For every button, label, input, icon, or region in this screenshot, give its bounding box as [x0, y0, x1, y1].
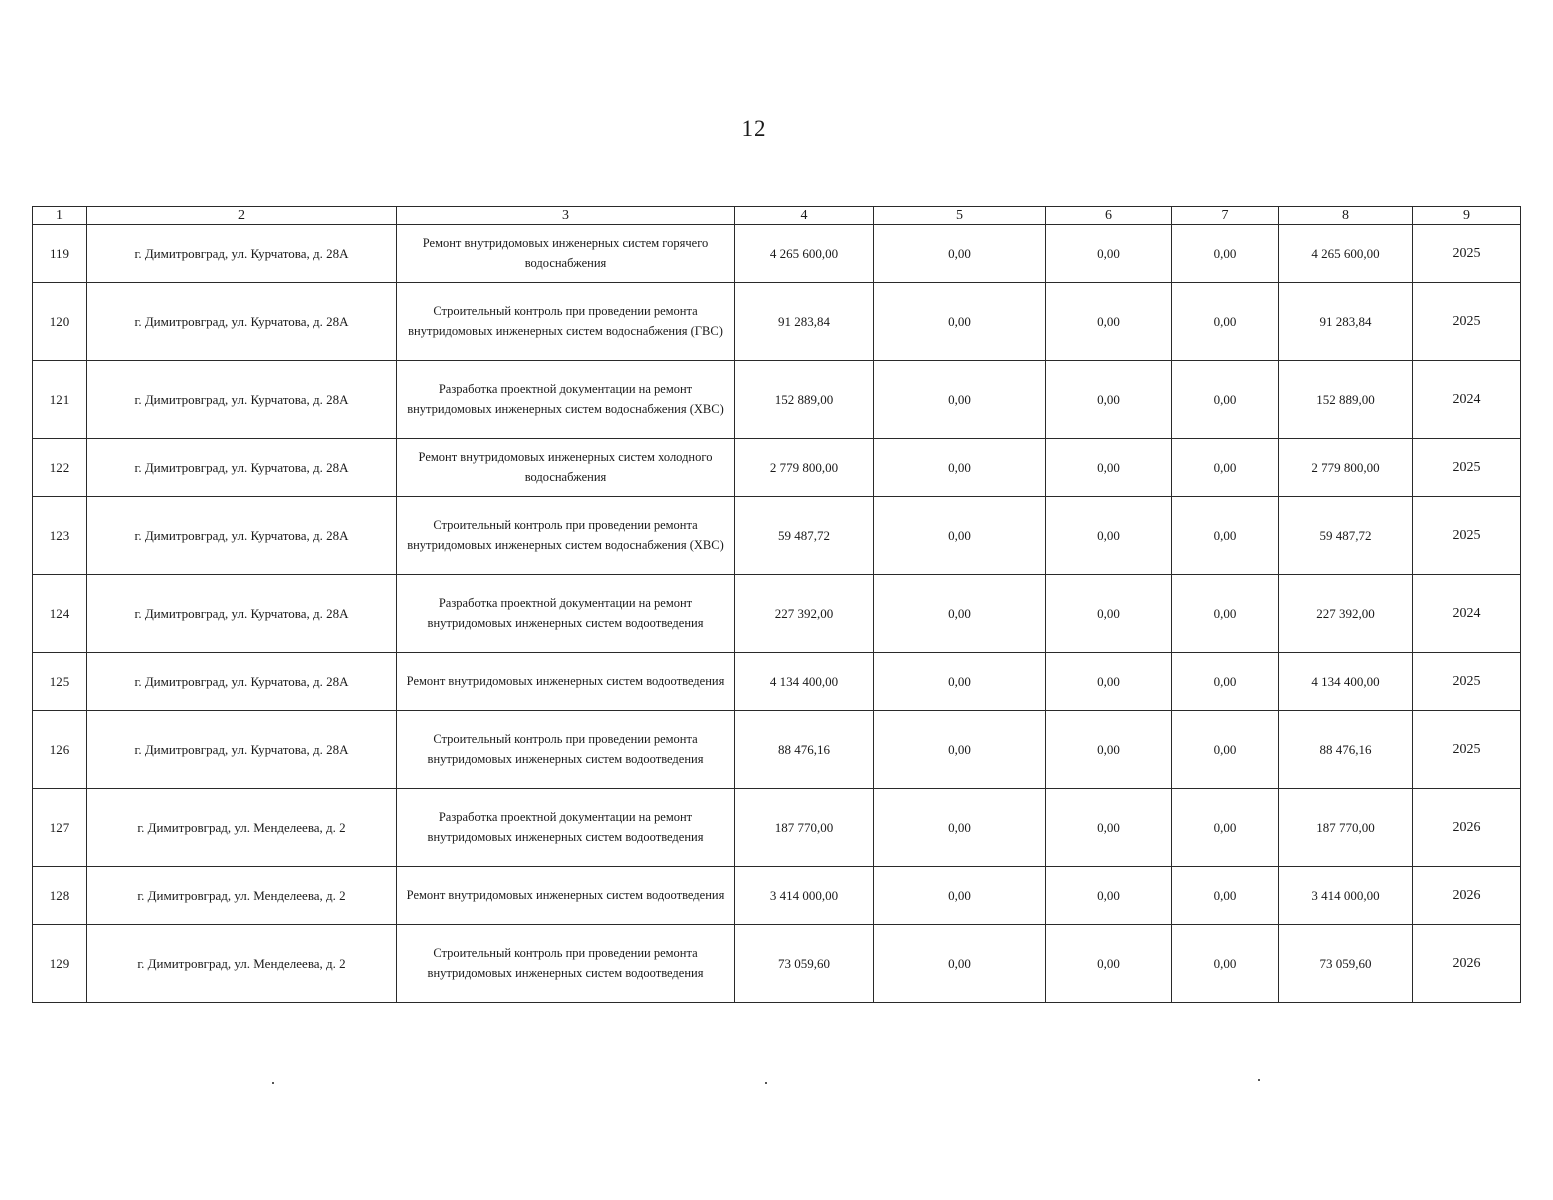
- column-header: 4: [735, 207, 874, 225]
- row-work-type: Строительный контроль при проведении ремонта внутридомовых инженерных систем водоотведения: [397, 711, 735, 789]
- row-number: 127: [33, 789, 87, 867]
- row-cost-total: 88 476,16: [735, 711, 874, 789]
- row-col-5: 0,00: [874, 361, 1046, 439]
- table-row: [33, 867, 1521, 925]
- row-work-type: Ремонт внутридомовых инженерных систем водоотведения: [397, 867, 735, 925]
- column-header: 8: [1279, 207, 1413, 225]
- row-col-8: 227 392,00: [1279, 575, 1413, 653]
- column-header: 9: [1413, 207, 1521, 225]
- row-col-7: 0,00: [1172, 789, 1279, 867]
- row-number: 122: [33, 439, 87, 497]
- row-work-type: Разработка проектной документации на ремонт внутридомовых инженерных систем водоотведения: [397, 575, 735, 653]
- table-row: [33, 925, 1521, 1003]
- row-number: 120: [33, 283, 87, 361]
- table-row: [33, 225, 1521, 283]
- row-number: 121: [33, 361, 87, 439]
- row-work-type: Строительный контроль при проведении ремонта внутридомовых инженерных систем водоснабжения (ХВС): [397, 497, 735, 575]
- row-col-6: 0,00: [1046, 497, 1172, 575]
- row-col-8: 88 476,16: [1279, 711, 1413, 789]
- row-col-5: 0,00: [874, 653, 1046, 711]
- row-cost-total: 73 059,60: [735, 925, 874, 1003]
- table-row: [33, 575, 1521, 653]
- row-col-5: 0,00: [874, 439, 1046, 497]
- table-row: [33, 283, 1521, 361]
- row-address: г. Димитровград, ул. Курчатова, д. 28А: [87, 575, 397, 653]
- column-header: 3: [397, 207, 735, 225]
- row-col-7: 0,00: [1172, 283, 1279, 361]
- column-header: 6: [1046, 207, 1172, 225]
- row-col-6: 0,00: [1046, 789, 1172, 867]
- row-col-6: 0,00: [1046, 867, 1172, 925]
- row-address: г. Димитровград, ул. Курчатова, д. 28А: [87, 497, 397, 575]
- row-col-5: 0,00: [874, 575, 1046, 653]
- row-work-type: Разработка проектной документации на ремонт внутридомовых инженерных систем водоотведения: [397, 789, 735, 867]
- row-work-type: Строительный контроль при проведении ремонта внутридомовых инженерных систем водоснабжения (ГВС): [397, 283, 735, 361]
- scan-speck: [1258, 1079, 1260, 1081]
- row-work-type: Ремонт внутридомовых инженерных систем водоотведения: [397, 653, 735, 711]
- table-row: [33, 653, 1521, 711]
- row-col-7: 0,00: [1172, 711, 1279, 789]
- row-col-8: 4 134 400,00: [1279, 653, 1413, 711]
- row-address: г. Димитровград, ул. Курчатова, д. 28А: [87, 283, 397, 361]
- row-col-5: 0,00: [874, 497, 1046, 575]
- row-year: 2024: [1413, 361, 1521, 439]
- row-year: 2025: [1413, 711, 1521, 789]
- row-address: г. Димитровград, ул. Менделеева, д. 2: [87, 789, 397, 867]
- row-col-5: 0,00: [874, 711, 1046, 789]
- column-header: 5: [874, 207, 1046, 225]
- table-row: [33, 439, 1521, 497]
- row-col-5: 0,00: [874, 225, 1046, 283]
- row-address: г. Димитровград, ул. Курчатова, д. 28А: [87, 361, 397, 439]
- row-year: 2026: [1413, 867, 1521, 925]
- row-year: 2025: [1413, 225, 1521, 283]
- row-address: г. Димитровград, ул. Курчатова, д. 28А: [87, 653, 397, 711]
- row-col-8: 4 265 600,00: [1279, 225, 1413, 283]
- row-year: 2025: [1413, 439, 1521, 497]
- row-col-7: 0,00: [1172, 653, 1279, 711]
- row-year: 2026: [1413, 925, 1521, 1003]
- row-col-7: 0,00: [1172, 361, 1279, 439]
- row-work-type: Разработка проектной документации на ремонт внутридомовых инженерных систем водоснабжения (ХВС): [397, 361, 735, 439]
- row-col-5: 0,00: [874, 925, 1046, 1003]
- row-year: 2025: [1413, 283, 1521, 361]
- row-address: г. Димитровград, ул. Курчатова, д. 28А: [87, 711, 397, 789]
- row-address: г. Димитровград, ул. Менделеева, д. 2: [87, 925, 397, 1003]
- row-year: 2026: [1413, 789, 1521, 867]
- row-cost-total: 3 414 000,00: [735, 867, 874, 925]
- row-col-5: 0,00: [874, 789, 1046, 867]
- row-work-type: Строительный контроль при проведении ремонта внутридомовых инженерных систем водоотведения: [397, 925, 735, 1003]
- row-col-8: 3 414 000,00: [1279, 867, 1413, 925]
- row-cost-total: 59 487,72: [735, 497, 874, 575]
- table-row: [33, 361, 1521, 439]
- scan-speck: [272, 1082, 274, 1084]
- row-col-6: 0,00: [1046, 439, 1172, 497]
- row-work-type: Ремонт внутридомовых инженерных систем холодного водоснабжения: [397, 439, 735, 497]
- row-col-8: 91 283,84: [1279, 283, 1413, 361]
- table-row: [33, 497, 1521, 575]
- row-col-8: 152 889,00: [1279, 361, 1413, 439]
- row-col-5: 0,00: [874, 867, 1046, 925]
- row-cost-total: 91 283,84: [735, 283, 874, 361]
- row-year: 2025: [1413, 653, 1521, 711]
- row-cost-total: 187 770,00: [735, 789, 874, 867]
- row-year: 2024: [1413, 575, 1521, 653]
- row-col-6: 0,00: [1046, 575, 1172, 653]
- row-col-6: 0,00: [1046, 711, 1172, 789]
- row-col-7: 0,00: [1172, 925, 1279, 1003]
- row-work-type: Ремонт внутридомовых инженерных систем горячего водоснабжения: [397, 225, 735, 283]
- page-number: 12: [741, 116, 767, 141]
- row-number: 128: [33, 867, 87, 925]
- row-cost-total: 152 889,00: [735, 361, 874, 439]
- table-row: [33, 711, 1521, 789]
- column-header: 7: [1172, 207, 1279, 225]
- row-col-7: 0,00: [1172, 439, 1279, 497]
- header-row: [33, 207, 1521, 225]
- row-col-8: 73 059,60: [1279, 925, 1413, 1003]
- row-col-8: 2 779 800,00: [1279, 439, 1413, 497]
- row-col-7: 0,00: [1172, 225, 1279, 283]
- scan-speck: [765, 1082, 767, 1084]
- row-cost-total: 2 779 800,00: [735, 439, 874, 497]
- row-col-8: 187 770,00: [1279, 789, 1413, 867]
- row-col-6: 0,00: [1046, 653, 1172, 711]
- row-address: г. Димитровград, ул. Курчатова, д. 28А: [87, 439, 397, 497]
- row-number: 125: [33, 653, 87, 711]
- row-cost-total: 227 392,00: [735, 575, 874, 653]
- row-col-6: 0,00: [1046, 925, 1172, 1003]
- row-col-6: 0,00: [1046, 361, 1172, 439]
- column-header: 2: [87, 207, 397, 225]
- row-col-7: 0,00: [1172, 867, 1279, 925]
- row-number: 119: [33, 225, 87, 283]
- table-row: [33, 789, 1521, 867]
- row-number: 124: [33, 575, 87, 653]
- row-address: г. Димитровград, ул. Менделеева, д. 2: [87, 867, 397, 925]
- row-col-6: 0,00: [1046, 283, 1172, 361]
- row-year: 2025: [1413, 497, 1521, 575]
- column-header: 1: [33, 207, 87, 225]
- row-col-5: 0,00: [874, 283, 1046, 361]
- row-address: г. Димитровград, ул. Курчатова, д. 28А: [87, 225, 397, 283]
- row-col-8: 59 487,72: [1279, 497, 1413, 575]
- row-cost-total: 4 134 400,00: [735, 653, 874, 711]
- row-col-7: 0,00: [1172, 575, 1279, 653]
- row-number: 129: [33, 925, 87, 1003]
- row-number: 123: [33, 497, 87, 575]
- capital-repair-table: [32, 206, 1521, 1003]
- row-number: 126: [33, 711, 87, 789]
- row-col-7: 0,00: [1172, 497, 1279, 575]
- row-cost-total: 4 265 600,00: [735, 225, 874, 283]
- row-col-6: 0,00: [1046, 225, 1172, 283]
